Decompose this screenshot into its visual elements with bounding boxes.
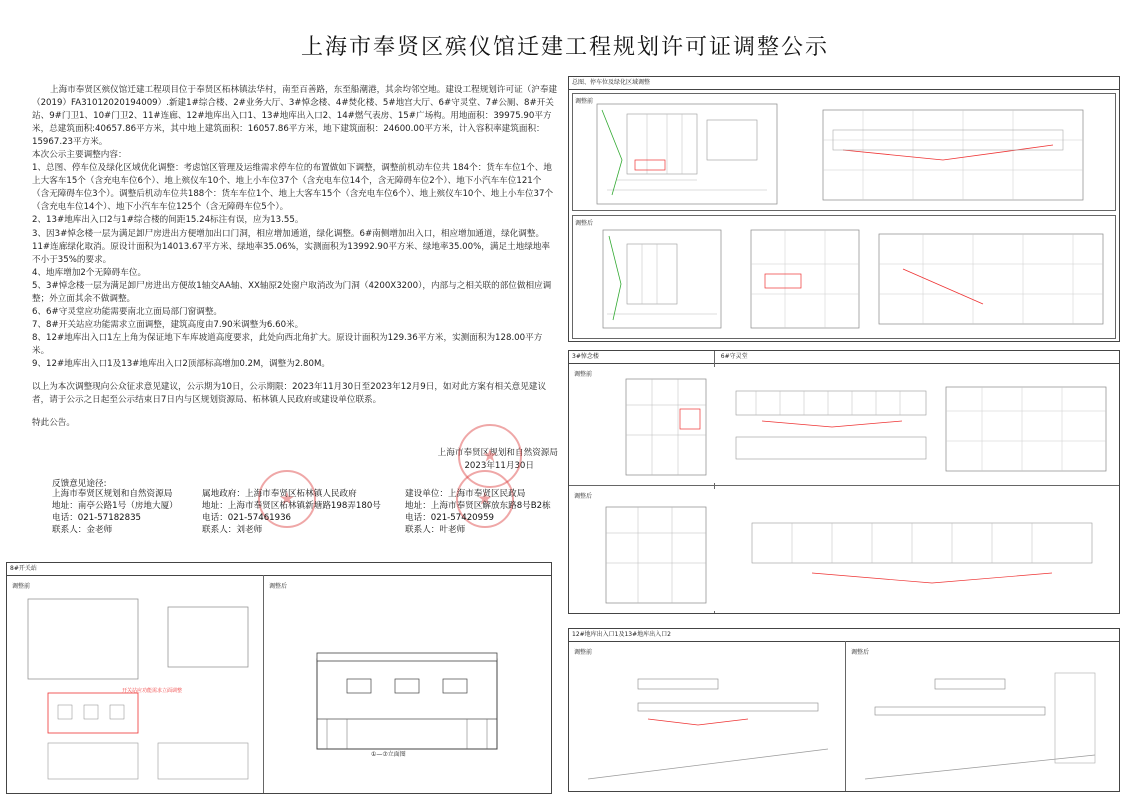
ramp-after-box xyxy=(849,645,1117,789)
contact-bureau xyxy=(52,488,178,536)
ramp-section-before xyxy=(578,659,840,787)
mourning-floor-plan-after xyxy=(602,503,712,607)
before-label: 调整前 xyxy=(574,649,593,656)
switch-station-panel xyxy=(6,562,552,794)
adjustment-item: 4、地库增加2个无障碍车位。 xyxy=(32,267,147,278)
switch-before-box xyxy=(10,579,260,791)
after-label: 调整后 xyxy=(575,220,594,227)
adjustment-item: 8、12#地库出入口1左上角为保证地下车库坡道高度要求，此处向西北角扩大。原设计面积为129.36平方米，实测面积为128.00平方米。 xyxy=(32,332,543,356)
mourning-floor-plan xyxy=(622,375,712,479)
vigil-elevation-after xyxy=(732,503,1112,607)
page-title: 上海市奉贤区殡仪馆迁建工程规划许可证调整公示 xyxy=(300,35,829,60)
contact-person: 联系人：叶老师 xyxy=(405,525,466,535)
panel-header-left: 3#悼念楼 xyxy=(572,353,599,360)
ramp-panel xyxy=(568,628,1120,792)
site-plan-panel xyxy=(568,76,1120,342)
panel-header: 8#开关站 xyxy=(7,563,551,576)
contact-town xyxy=(202,488,381,536)
switch-callout: 开关站应功能需求立面调整 xyxy=(122,688,183,694)
panel-header-right: 6#守灵堂 xyxy=(720,353,748,360)
signature-org: 上海市奉贤区规划和自然资源局 xyxy=(437,448,558,458)
landscape-plan-drawing xyxy=(745,224,865,334)
vigil-plan-drawing xyxy=(942,381,1112,477)
panel-header xyxy=(569,351,1119,364)
before-label: 调整前 xyxy=(12,583,31,590)
site-after-box xyxy=(572,215,1116,339)
panel-header: 总图、停车位及绿化区域调整 xyxy=(569,77,1119,90)
adjustment-item: 5、3#悼念楼一层为满足卸尸房进出方便故1轴交AA轴、XX轴原2处窗户取消改为门洞（4200X3200），内部与之相关联的部位做相应调整；外立面其余不做调整。 xyxy=(32,280,552,304)
contact-person: 联系人：刘老师 xyxy=(202,525,263,535)
contact-phone: 电话：021-57461936 xyxy=(202,513,292,523)
announcement-body xyxy=(32,84,558,430)
vigil-elevation-drawing xyxy=(732,381,932,477)
adjustment-item: 6、6#守灵堂应功能需要南北立面局部门窗调整。 xyxy=(32,306,223,317)
switch-after-box xyxy=(267,579,549,791)
contact-name: 上海市奉贤区规划和自然资源局 xyxy=(52,489,173,499)
mourning-after-box xyxy=(572,489,1116,611)
signature-date: 2023年11月30日 xyxy=(464,461,534,471)
contact-address: 地址：上海市奉贤区柘林镇新塘路198弄180号 xyxy=(202,501,381,511)
adjustment-item: 9、12#地库出入口1及13#地库出入口2顶部标高增加0.2M，调整为2.80M。 xyxy=(32,358,330,369)
contact-address: 地址：南亭公路1号（房地大厦） xyxy=(52,501,178,511)
ramp-before-box xyxy=(572,645,842,789)
adjustment-item: 2、13#地库出入口2与1#综合楼的间距15.24标注有误，应为13.55。 xyxy=(32,215,304,226)
panel-header: 12#地库出入口1及13#地库出入口2 xyxy=(569,629,1119,642)
contact-name: 属地政府：上海市奉贤区柘林镇人民政府 xyxy=(202,489,357,499)
site-before-box xyxy=(572,93,1116,211)
site-plan-after-drawing xyxy=(597,224,727,334)
contact-address: 地址：上海市奉贤区解放东路8号B2栋 xyxy=(405,501,551,511)
mourning-panel xyxy=(568,350,1120,614)
basement-plan-drawing xyxy=(803,100,1103,208)
before-label: 调整前 xyxy=(574,371,593,378)
contact-person: 联系人：金老师 xyxy=(52,525,113,535)
notice-closing: 特此公告。 xyxy=(32,418,75,429)
after-label: 调整后 xyxy=(851,649,870,656)
adjustment-item: 1、总图、停车位及绿化区域优化调整：考虑馆区管理及运维需求停车位的布置做如下调整，调整前机动车位共 184个：货车车位1个、地上大客车15个（含充电车位6个）、地上殡仪车10个、地上小车位37个（含充电车位14个，含无障碍车位2个）、地下小汽车车位121个（含无障碍车位3个）。调整后机动车位共188个：货车车位1个、地上大客车15个（含充电车位6个）、地上殡仪车10个、地上小车位37个（含充电车位14个）、地下小汽车车位125个（含无障碍车位5个）。 xyxy=(32,163,554,213)
basement-after-drawing xyxy=(873,224,1109,334)
mourning-before-box xyxy=(572,367,1116,483)
contact-phone: 电话：021-57182835 xyxy=(52,513,142,523)
before-label: 调整前 xyxy=(575,98,594,105)
ramp-section-after xyxy=(855,659,1113,787)
adjustment-item: 3、因3#悼念楼一层为满足卸尸房进出方便增加出口门洞，相应增加通道，绿化调整。6#南侧增加出入口，相应增加通道，绿化调整。11#连廊绿化取消。原设计面积为14013.67平方米、绿地率35.06%，实测面积为13992.90平方米、绿地率35.00%，满足土地绿地率不小于35%的要求。 xyxy=(32,228,551,265)
adjustment-item: 7、8#开关站应功能需求立面调整，建筑高度由7.90米调整为6.60米。 xyxy=(32,319,304,330)
contact-name: 建设单位：上海市奉贤区民政局 xyxy=(405,489,526,499)
notice-paragraph: 以上为本次调整现向公众征求意见建议，公示期为10日，公示期限：2023年11月30日至2023年12月9日，如对此方案有相关意见建议者，请于公示之日起至公示结束日7日内与区规划资源局、柘林镇人民政府或建设单位联系。 xyxy=(32,382,547,406)
switch-elevation-after xyxy=(287,639,527,759)
after-label: 调整后 xyxy=(269,583,288,590)
elevation-caption: ①—⑦立面图 xyxy=(371,751,406,758)
feedback-heading: 反馈意见途径: xyxy=(52,479,107,489)
after-label: 调整后 xyxy=(574,493,593,500)
contact-phone: 电话：021-57420959 xyxy=(405,513,495,523)
intro-paragraph: 上海市奉贤区殡仪馆迁建工程项目位于奉贤区柘林镇法华村，南至百善路，东至船潮港，其余均邻空地。建设工程规划许可证（沪奉建（2019）FA31012020194009）.新建1#综合楼、2#业务大厅、3#悼念楼、4#焚化楼、5#地宫大厅、6#守灵堂、7#公厕、8#开关站、9#门卫1、10#门卫2、11#连廊、12#地库出入口1、13#地库出入口2、14#燃气表房、15#广场构。用地面积：39975.90平方米，总建筑面积:40657.86平方米，其中地上建筑面积：16057.86平方米，地下建筑面积：24600.00平方米，计入容积率建筑面积：15967.23平方米。 xyxy=(32,85,558,148)
adjustment-lead: 本次公示主要调整内容： xyxy=(32,150,127,161)
contact-builder xyxy=(405,488,551,536)
site-plan-drawing xyxy=(587,100,787,208)
